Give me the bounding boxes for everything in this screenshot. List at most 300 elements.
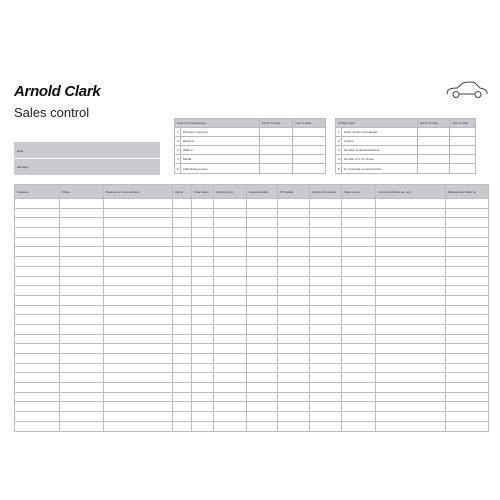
entry-cell[interactable] bbox=[376, 412, 446, 422]
entry-cell[interactable] bbox=[278, 295, 310, 305]
entry-cell[interactable] bbox=[173, 363, 192, 373]
entry-cell[interactable] bbox=[15, 237, 60, 247]
entry-cell[interactable] bbox=[104, 392, 173, 402]
entry-cell[interactable] bbox=[446, 276, 489, 286]
entry-cell[interactable] bbox=[278, 286, 310, 296]
entry-cell[interactable] bbox=[104, 412, 173, 422]
entry-cell[interactable] bbox=[15, 315, 60, 325]
entry-cell[interactable] bbox=[173, 305, 192, 315]
entry-cell[interactable] bbox=[247, 315, 278, 325]
entry-cell[interactable] bbox=[376, 257, 446, 267]
entry-cell[interactable] bbox=[247, 363, 278, 373]
entry-cell[interactable] bbox=[192, 373, 214, 383]
entry-cell[interactable] bbox=[446, 237, 489, 247]
entry-cell[interactable] bbox=[60, 266, 104, 276]
entry-cell[interactable] bbox=[104, 257, 173, 267]
entry-cell[interactable] bbox=[446, 199, 489, 209]
entry-cell[interactable] bbox=[342, 257, 376, 267]
entry-cell[interactable] bbox=[278, 402, 310, 412]
entry-cell[interactable] bbox=[278, 305, 310, 315]
entry-cell[interactable] bbox=[260, 128, 293, 137]
entry-cell[interactable] bbox=[104, 354, 173, 364]
entry-cell[interactable] bbox=[446, 373, 489, 383]
entry-cell[interactable] bbox=[15, 324, 60, 334]
entry-cell[interactable] bbox=[450, 128, 476, 137]
entry-cell[interactable] bbox=[104, 286, 173, 296]
entry-cell[interactable] bbox=[446, 305, 489, 315]
entry-cell[interactable] bbox=[173, 324, 192, 334]
entry-cell[interactable] bbox=[192, 228, 214, 238]
entry-cell[interactable] bbox=[310, 228, 342, 238]
entry-cell[interactable] bbox=[192, 208, 214, 218]
entry-cell[interactable] bbox=[247, 237, 278, 247]
entry-cell[interactable] bbox=[15, 276, 60, 286]
entry-cell[interactable] bbox=[214, 228, 247, 238]
entry-cell[interactable] bbox=[173, 421, 192, 431]
entry-cell[interactable] bbox=[214, 344, 247, 354]
entry-cell[interactable] bbox=[310, 315, 342, 325]
entry-cell[interactable] bbox=[15, 247, 60, 257]
entry-cell[interactable] bbox=[15, 218, 60, 228]
entry-cell[interactable] bbox=[247, 383, 278, 393]
entry-cell[interactable] bbox=[446, 247, 489, 257]
entry-cell[interactable] bbox=[376, 266, 446, 276]
entry-cell[interactable] bbox=[293, 155, 326, 164]
entry-cell[interactable] bbox=[173, 247, 192, 257]
entry-cell[interactable] bbox=[310, 334, 342, 344]
entry-cell[interactable] bbox=[192, 402, 214, 412]
entry-cell[interactable] bbox=[310, 354, 342, 364]
entry-cell[interactable] bbox=[60, 237, 104, 247]
entry-cell[interactable] bbox=[104, 402, 173, 412]
entry-cell[interactable] bbox=[446, 363, 489, 373]
entry-cell[interactable] bbox=[310, 383, 342, 393]
entry-cell[interactable] bbox=[376, 421, 446, 431]
entry-cell[interactable] bbox=[260, 146, 293, 155]
entry-cell[interactable] bbox=[278, 228, 310, 238]
entry-cell[interactable] bbox=[104, 228, 173, 238]
entry-cell[interactable] bbox=[15, 392, 60, 402]
entry-cell[interactable] bbox=[192, 276, 214, 286]
entry-cell[interactable] bbox=[310, 363, 342, 373]
entry-cell[interactable] bbox=[310, 412, 342, 422]
entry-cell[interactable] bbox=[310, 237, 342, 247]
entry-cell[interactable] bbox=[192, 363, 214, 373]
entry-cell[interactable] bbox=[446, 354, 489, 364]
entry-cell[interactable] bbox=[173, 383, 192, 393]
entry-cell[interactable] bbox=[192, 344, 214, 354]
entry-cell[interactable] bbox=[214, 324, 247, 334]
entry-cell[interactable] bbox=[15, 334, 60, 344]
entry-cell[interactable] bbox=[278, 218, 310, 228]
entry-cell[interactable] bbox=[376, 199, 446, 209]
entry-cell[interactable] bbox=[376, 363, 446, 373]
entry-cell[interactable] bbox=[214, 276, 247, 286]
entry-cell[interactable] bbox=[104, 295, 173, 305]
entry-cell[interactable] bbox=[446, 266, 489, 276]
entry-cell[interactable] bbox=[342, 266, 376, 276]
entry-cell[interactable] bbox=[293, 146, 326, 155]
entry-cell[interactable] bbox=[15, 373, 60, 383]
entry-cell[interactable] bbox=[310, 276, 342, 286]
entry-cell[interactable] bbox=[342, 324, 376, 334]
entry-cell[interactable] bbox=[293, 164, 326, 173]
entry-cell[interactable] bbox=[446, 334, 489, 344]
entry-cell[interactable] bbox=[342, 412, 376, 422]
entry-cell[interactable] bbox=[173, 208, 192, 218]
entry-cell[interactable] bbox=[60, 354, 104, 364]
entry-cell[interactable] bbox=[278, 421, 310, 431]
entry-cell[interactable] bbox=[376, 392, 446, 402]
entry-cell[interactable] bbox=[310, 324, 342, 334]
entry-cell[interactable] bbox=[278, 373, 310, 383]
entry-cell[interactable] bbox=[247, 421, 278, 431]
entry-cell[interactable] bbox=[247, 199, 278, 209]
entry-cell[interactable] bbox=[450, 137, 476, 146]
entry-cell[interactable] bbox=[214, 354, 247, 364]
entry-cell[interactable] bbox=[342, 363, 376, 373]
entry-cell[interactable] bbox=[342, 344, 376, 354]
entry-cell[interactable] bbox=[214, 286, 247, 296]
entry-cell[interactable] bbox=[278, 276, 310, 286]
entry-cell[interactable] bbox=[173, 286, 192, 296]
entry-cell[interactable] bbox=[376, 305, 446, 315]
entry-cell[interactable] bbox=[15, 208, 60, 218]
entry-cell[interactable] bbox=[342, 199, 376, 209]
entry-cell[interactable] bbox=[60, 247, 104, 257]
entry-cell[interactable] bbox=[278, 237, 310, 247]
entry-cell[interactable] bbox=[60, 199, 104, 209]
entry-cell[interactable] bbox=[173, 412, 192, 422]
entry-cell[interactable] bbox=[446, 324, 489, 334]
entry-cell[interactable] bbox=[15, 412, 60, 422]
entry-cell[interactable] bbox=[278, 315, 310, 325]
entry-cell[interactable] bbox=[342, 315, 376, 325]
entry-cell[interactable] bbox=[247, 402, 278, 412]
entry-cell[interactable] bbox=[214, 257, 247, 267]
entry-cell[interactable] bbox=[15, 228, 60, 238]
entry-cell[interactable] bbox=[214, 305, 247, 315]
entry-cell[interactable] bbox=[376, 218, 446, 228]
entry-cell[interactable] bbox=[214, 218, 247, 228]
entry-cell[interactable] bbox=[310, 208, 342, 218]
entry-cell[interactable] bbox=[60, 402, 104, 412]
entry-cell[interactable] bbox=[192, 237, 214, 247]
entry-cell[interactable] bbox=[15, 266, 60, 276]
entry-cell[interactable] bbox=[60, 412, 104, 422]
entry-cell[interactable] bbox=[214, 402, 247, 412]
entry-cell[interactable] bbox=[376, 247, 446, 257]
entry-cell[interactable] bbox=[60, 344, 104, 354]
entry-cell[interactable] bbox=[192, 354, 214, 364]
entry-cell[interactable] bbox=[376, 324, 446, 334]
entry-cell[interactable] bbox=[60, 218, 104, 228]
entry-cell[interactable] bbox=[15, 402, 60, 412]
entry-cell[interactable] bbox=[310, 247, 342, 257]
entry-cell[interactable] bbox=[173, 402, 192, 412]
entry-cell[interactable] bbox=[418, 128, 450, 137]
entry-cell[interactable] bbox=[104, 324, 173, 334]
entry-cell[interactable] bbox=[192, 305, 214, 315]
entry-cell[interactable] bbox=[247, 334, 278, 344]
entry-cell[interactable] bbox=[342, 247, 376, 257]
entry-cell[interactable] bbox=[173, 266, 192, 276]
entry-cell[interactable] bbox=[104, 276, 173, 286]
entry-cell[interactable] bbox=[214, 412, 247, 422]
entry-cell[interactable] bbox=[278, 383, 310, 393]
entry-cell[interactable] bbox=[173, 237, 192, 247]
entry-cell[interactable] bbox=[214, 363, 247, 373]
entry-cell[interactable] bbox=[450, 164, 476, 173]
entry-cell[interactable] bbox=[173, 354, 192, 364]
entry-cell[interactable] bbox=[192, 295, 214, 305]
entry-cell[interactable] bbox=[446, 228, 489, 238]
entry-cell[interactable] bbox=[342, 392, 376, 402]
entry-cell[interactable] bbox=[446, 286, 489, 296]
entry-cell[interactable] bbox=[214, 373, 247, 383]
entry-cell[interactable] bbox=[376, 237, 446, 247]
entry-cell[interactable] bbox=[192, 199, 214, 209]
entry-cell[interactable] bbox=[446, 412, 489, 422]
entry-cell[interactable] bbox=[60, 324, 104, 334]
entry-cell[interactable] bbox=[342, 334, 376, 344]
entry-cell[interactable] bbox=[104, 218, 173, 228]
entry-cell[interactable] bbox=[15, 383, 60, 393]
entry-cell[interactable] bbox=[173, 295, 192, 305]
entry-cell[interactable] bbox=[446, 402, 489, 412]
entry-cell[interactable] bbox=[247, 295, 278, 305]
entry-cell[interactable] bbox=[173, 276, 192, 286]
entry-cell[interactable] bbox=[278, 334, 310, 344]
entry-cell[interactable] bbox=[418, 146, 450, 155]
entry-cell[interactable] bbox=[15, 305, 60, 315]
entry-cell[interactable] bbox=[192, 218, 214, 228]
entry-cell[interactable] bbox=[376, 228, 446, 238]
entry-cell[interactable] bbox=[247, 257, 278, 267]
entry-cell[interactable] bbox=[15, 363, 60, 373]
entry-cell[interactable] bbox=[310, 257, 342, 267]
entry-cell[interactable] bbox=[446, 218, 489, 228]
entry-cell[interactable] bbox=[60, 315, 104, 325]
entry-cell[interactable] bbox=[310, 295, 342, 305]
entry-cell[interactable] bbox=[173, 228, 192, 238]
entry-cell[interactable] bbox=[310, 305, 342, 315]
entry-cell[interactable] bbox=[247, 208, 278, 218]
entry-cell[interactable] bbox=[446, 257, 489, 267]
entry-cell[interactable] bbox=[342, 237, 376, 247]
entry-cell[interactable] bbox=[310, 286, 342, 296]
entry-cell[interactable] bbox=[104, 305, 173, 315]
entry-cell[interactable] bbox=[376, 276, 446, 286]
entry-cell[interactable] bbox=[214, 421, 247, 431]
entry-cell[interactable] bbox=[278, 354, 310, 364]
entry-cell[interactable] bbox=[214, 266, 247, 276]
entry-cell[interactable] bbox=[247, 228, 278, 238]
entry-cell[interactable] bbox=[247, 286, 278, 296]
entry-cell[interactable] bbox=[60, 421, 104, 431]
entry-cell[interactable] bbox=[104, 373, 173, 383]
entry-cell[interactable] bbox=[192, 315, 214, 325]
entry-cell[interactable] bbox=[192, 392, 214, 402]
entry-cell[interactable] bbox=[104, 363, 173, 373]
entry-cell[interactable] bbox=[247, 344, 278, 354]
entry-cell[interactable] bbox=[15, 421, 60, 431]
entry-cell[interactable] bbox=[104, 247, 173, 257]
entry-cell[interactable] bbox=[173, 334, 192, 344]
entry-cell[interactable] bbox=[450, 146, 476, 155]
entry-cell[interactable] bbox=[278, 363, 310, 373]
entry-cell[interactable] bbox=[214, 334, 247, 344]
entry-cell[interactable] bbox=[278, 266, 310, 276]
entry-cell[interactable] bbox=[376, 344, 446, 354]
entry-cell[interactable] bbox=[60, 276, 104, 286]
entry-cell[interactable] bbox=[342, 373, 376, 383]
entry-cell[interactable] bbox=[418, 155, 450, 164]
entry-cell[interactable] bbox=[376, 286, 446, 296]
entry-cell[interactable] bbox=[247, 412, 278, 422]
entry-cell[interactable] bbox=[192, 286, 214, 296]
entry-cell[interactable] bbox=[310, 218, 342, 228]
entry-cell[interactable] bbox=[310, 373, 342, 383]
entry-cell[interactable] bbox=[214, 199, 247, 209]
entry-cell[interactable] bbox=[446, 392, 489, 402]
entry-cell[interactable] bbox=[173, 257, 192, 267]
entry-cell[interactable] bbox=[293, 137, 326, 146]
entry-cell[interactable] bbox=[60, 295, 104, 305]
entry-cell[interactable] bbox=[104, 266, 173, 276]
entry-cell[interactable] bbox=[446, 208, 489, 218]
entry-cell[interactable] bbox=[192, 383, 214, 393]
entry-cell[interactable] bbox=[342, 305, 376, 315]
entry-cell[interactable] bbox=[60, 228, 104, 238]
entry-cell[interactable] bbox=[342, 421, 376, 431]
entry-cell[interactable] bbox=[15, 257, 60, 267]
entry-cell[interactable] bbox=[192, 324, 214, 334]
entry-cell[interactable] bbox=[173, 392, 192, 402]
entry-cell[interactable] bbox=[342, 402, 376, 412]
entry-cell[interactable] bbox=[104, 421, 173, 431]
entry-cell[interactable] bbox=[342, 228, 376, 238]
entry-cell[interactable] bbox=[342, 218, 376, 228]
entry-cell[interactable] bbox=[173, 199, 192, 209]
entry-cell[interactable] bbox=[15, 295, 60, 305]
entry-cell[interactable] bbox=[247, 266, 278, 276]
entry-cell[interactable] bbox=[247, 247, 278, 257]
entry-cell[interactable] bbox=[342, 383, 376, 393]
entry-cell[interactable] bbox=[247, 305, 278, 315]
entry-cell[interactable] bbox=[450, 155, 476, 164]
entry-cell[interactable] bbox=[376, 295, 446, 305]
entry-cell[interactable] bbox=[446, 421, 489, 431]
entry-cell[interactable] bbox=[293, 128, 326, 137]
entry-cell[interactable] bbox=[173, 344, 192, 354]
entry-cell[interactable] bbox=[278, 324, 310, 334]
entry-cell[interactable] bbox=[214, 237, 247, 247]
entry-cell[interactable] bbox=[260, 164, 293, 173]
entry-cell[interactable] bbox=[342, 354, 376, 364]
entry-cell[interactable] bbox=[214, 392, 247, 402]
entry-cell[interactable] bbox=[376, 354, 446, 364]
entry-cell[interactable] bbox=[278, 412, 310, 422]
entry-cell[interactable] bbox=[60, 392, 104, 402]
entry-cell[interactable] bbox=[376, 315, 446, 325]
entry-cell[interactable] bbox=[214, 247, 247, 257]
entry-cell[interactable] bbox=[278, 392, 310, 402]
entry-cell[interactable] bbox=[214, 383, 247, 393]
entry-cell[interactable] bbox=[192, 257, 214, 267]
entry-cell[interactable] bbox=[310, 199, 342, 209]
entry-cell[interactable] bbox=[310, 266, 342, 276]
entry-cell[interactable] bbox=[192, 334, 214, 344]
entry-cell[interactable] bbox=[342, 208, 376, 218]
entry-cell[interactable] bbox=[214, 295, 247, 305]
entry-cell[interactable] bbox=[247, 276, 278, 286]
entry-cell[interactable] bbox=[446, 383, 489, 393]
entry-cell[interactable] bbox=[247, 354, 278, 364]
entry-cell[interactable] bbox=[446, 315, 489, 325]
entry-cell[interactable] bbox=[342, 276, 376, 286]
entry-cell[interactable] bbox=[310, 344, 342, 354]
entry-cell[interactable] bbox=[15, 344, 60, 354]
entry-cell[interactable] bbox=[104, 344, 173, 354]
entry-cell[interactable] bbox=[278, 344, 310, 354]
entry-cell[interactable] bbox=[173, 315, 192, 325]
entry-cell[interactable] bbox=[104, 315, 173, 325]
entry-cell[interactable] bbox=[247, 218, 278, 228]
entry-cell[interactable] bbox=[104, 237, 173, 247]
entry-cell[interactable] bbox=[60, 383, 104, 393]
entry-cell[interactable] bbox=[278, 199, 310, 209]
entry-cell[interactable] bbox=[342, 295, 376, 305]
entry-cell[interactable] bbox=[60, 373, 104, 383]
entry-cell[interactable] bbox=[173, 218, 192, 228]
entry-cell[interactable] bbox=[278, 208, 310, 218]
entry-cell[interactable] bbox=[376, 334, 446, 344]
entry-cell[interactable] bbox=[15, 199, 60, 209]
entry-cell[interactable] bbox=[60, 334, 104, 344]
entry-cell[interactable] bbox=[310, 402, 342, 412]
entry-cell[interactable] bbox=[15, 286, 60, 296]
entry-cell[interactable] bbox=[60, 208, 104, 218]
entry-cell[interactable] bbox=[446, 295, 489, 305]
entry-cell[interactable] bbox=[247, 373, 278, 383]
entry-cell[interactable] bbox=[192, 412, 214, 422]
entry-cell[interactable] bbox=[260, 137, 293, 146]
entry-cell[interactable] bbox=[192, 266, 214, 276]
entry-cell[interactable] bbox=[247, 324, 278, 334]
entry-cell[interactable] bbox=[192, 421, 214, 431]
entry-cell[interactable] bbox=[310, 421, 342, 431]
entry-cell[interactable] bbox=[376, 383, 446, 393]
entry-cell[interactable] bbox=[278, 257, 310, 267]
entry-cell[interactable] bbox=[376, 402, 446, 412]
entry-cell[interactable] bbox=[60, 286, 104, 296]
entry-cell[interactable] bbox=[278, 247, 310, 257]
entry-cell[interactable] bbox=[104, 199, 173, 209]
entry-cell[interactable] bbox=[104, 334, 173, 344]
entry-cell[interactable] bbox=[418, 137, 450, 146]
entry-cell[interactable] bbox=[247, 392, 278, 402]
entry-cell[interactable] bbox=[376, 373, 446, 383]
entry-cell[interactable] bbox=[192, 247, 214, 257]
entry-cell[interactable] bbox=[173, 373, 192, 383]
entry-cell[interactable] bbox=[60, 363, 104, 373]
entry-cell[interactable] bbox=[214, 315, 247, 325]
entry-cell[interactable] bbox=[310, 392, 342, 402]
entry-cell[interactable] bbox=[60, 257, 104, 267]
entry-cell[interactable] bbox=[60, 305, 104, 315]
entry-cell[interactable] bbox=[104, 383, 173, 393]
